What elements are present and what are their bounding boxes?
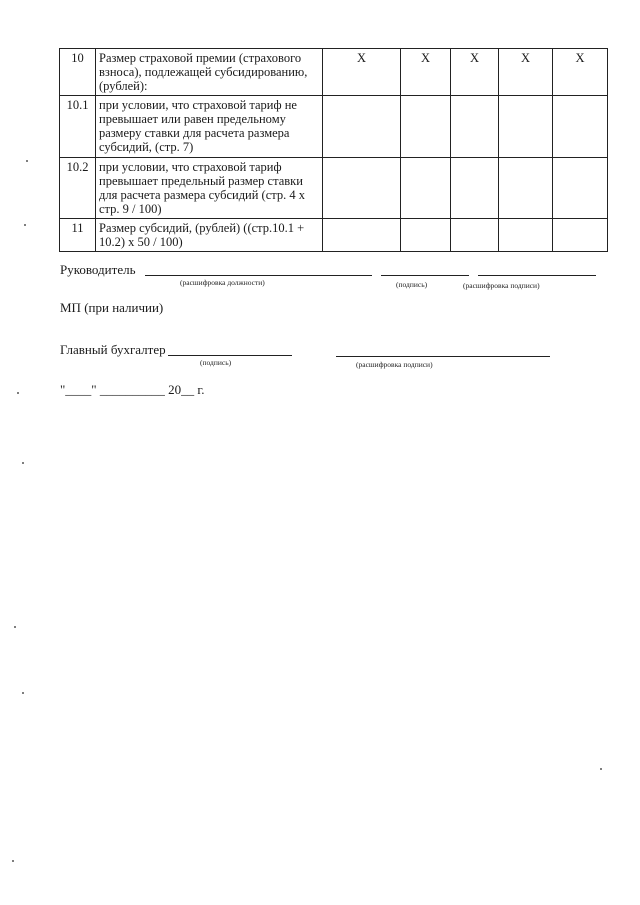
row-description: при условии, что страховой тариф превышает предельный размер ставки для расчета размера субсидий (стр. 4 х стр. 9 / 100) (96, 158, 323, 219)
head-label: Руководитель (60, 262, 136, 277)
subsidy-table (59, 48, 608, 252)
row-description: Размер субсидий, (рублей) ((стр.10.1 + 10.2) х 50 / 100) (96, 219, 323, 252)
table-row (60, 49, 608, 96)
row-number: 10 (60, 49, 96, 96)
row-description: Размер страховой премии (страхового взноса), подлежащей субсидированию, (рублей): (96, 49, 323, 96)
table-cell (451, 219, 499, 252)
row-number: 10.2 (60, 158, 96, 219)
table-cell (499, 96, 553, 158)
row-number: 10.1 (60, 96, 96, 158)
scan-speck (14, 626, 16, 628)
table-cell (401, 158, 451, 219)
table-cell (553, 158, 608, 219)
head-decode-caption: (расшифровка подписи) (463, 281, 540, 290)
table-cell (451, 96, 499, 158)
accountant-label: Главный бухгалтер (60, 342, 166, 357)
head-signature-caption: (подпись) (396, 280, 428, 289)
table-cell: X (451, 49, 499, 96)
table-cell (451, 158, 499, 219)
accountant-signature-caption: (подпись) (200, 358, 232, 367)
table-cell (401, 96, 451, 158)
table-cell: X (499, 49, 553, 96)
head-position-line (145, 275, 372, 276)
scan-speck (600, 768, 602, 770)
table-cell (401, 219, 451, 252)
head-decode-line (478, 275, 596, 276)
scan-speck (24, 224, 26, 226)
scan-speck (22, 462, 24, 464)
table-cell (499, 219, 553, 252)
table-cell (323, 158, 401, 219)
scan-speck (26, 160, 28, 162)
table-row (60, 158, 608, 219)
table-cell (323, 96, 401, 158)
table-row (60, 219, 608, 252)
row-number: 11 (60, 219, 96, 252)
scan-speck (22, 692, 24, 694)
head-signature-line (381, 275, 469, 276)
table-row (60, 96, 608, 158)
table-cell (499, 158, 553, 219)
accountant-decode-caption: (расшифровка подписи) (356, 360, 433, 369)
table-cell: X (323, 49, 401, 96)
table-cell (553, 96, 608, 158)
accountant-signature-line (168, 355, 292, 356)
scan-speck (12, 860, 14, 862)
table-cell: X (553, 49, 608, 96)
table-cell (323, 219, 401, 252)
date-line: "____" __________ 20__ г. (60, 382, 205, 397)
scan-speck (17, 392, 19, 394)
stamp-label: МП (при наличии) (60, 300, 164, 315)
table-cell: X (401, 49, 451, 96)
row-description: при условии, что страховой тариф не превышает или равен предельному размеру ставки для расчета размера субсидий, (стр. 7) (96, 96, 323, 158)
accountant-decode-line (336, 356, 550, 357)
table-cell (553, 219, 608, 252)
head-position-caption: (расшифровка должности) (180, 278, 265, 287)
